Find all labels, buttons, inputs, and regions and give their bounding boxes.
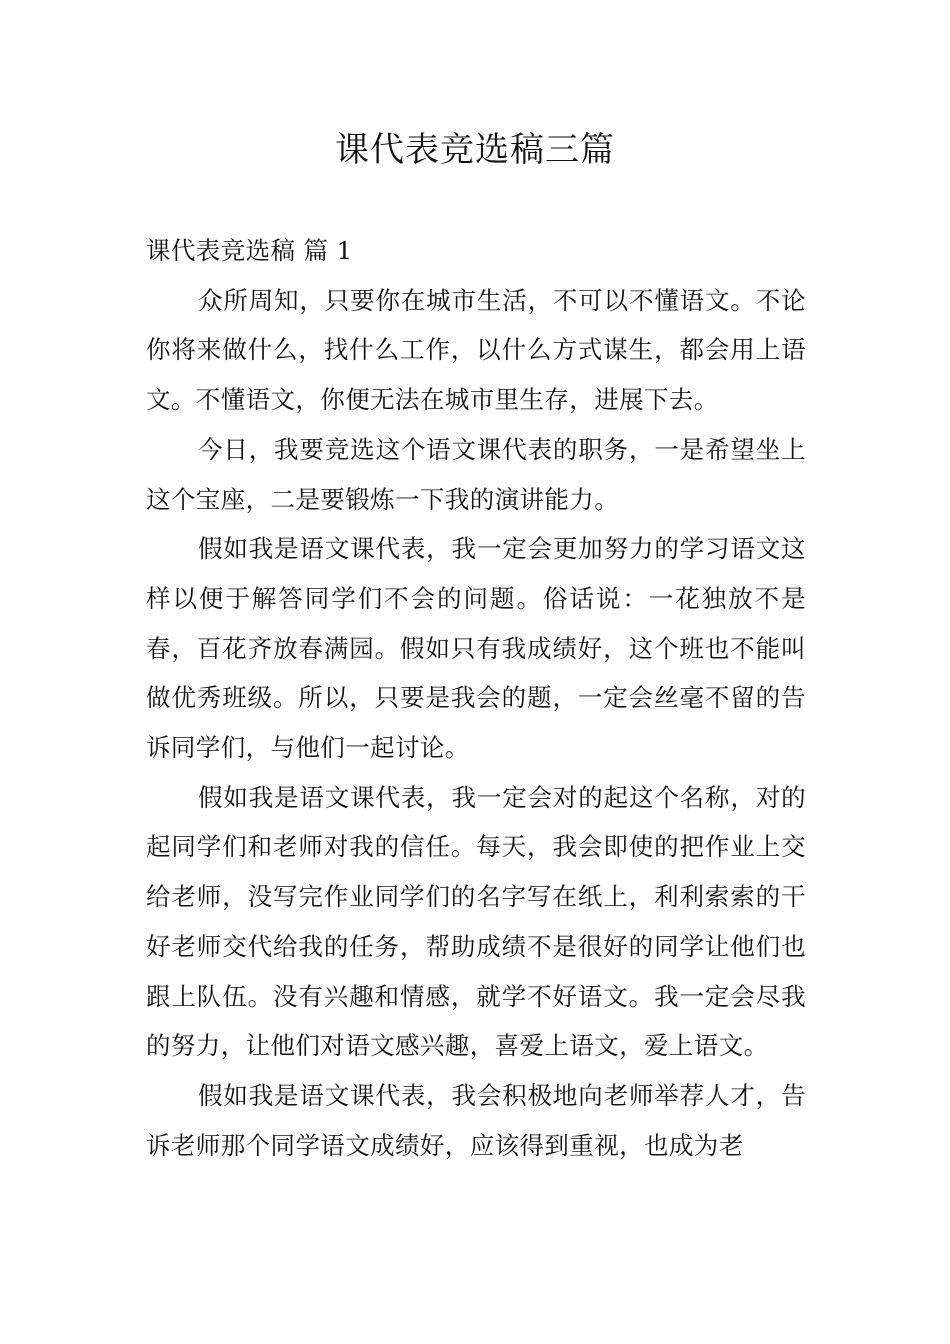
paragraph-4: 假如我是语文课代表，我一定会对的起这个名称，对的起同学们和老师对我的信任。每天，我会即使的把作业上交给老师，没写完作业同学们的名字写在纸上，利利索索的干好老师交代给我的任务，帮助成绩不是很好的同学让他们也跟上队伍。没有兴趣和情感，就学不好语文。我一定会尽我的努力，让他们对语文感兴趣，喜爱上语文，爱上语文。 bbox=[146, 782, 806, 1061]
paragraph-2: 今日，我要竞选这个语文课代表的职务，一是希望坐上这个宝座，二是要锻炼一下我的演讲能力。 bbox=[146, 434, 806, 514]
paragraph-5: 假如我是语文课代表，我会积极地向老师举荐人才，告诉老师那个同学语文成绩好，应该得到重视，也成为老 bbox=[146, 1080, 806, 1160]
section-heading: 课代表竞选稿 篇 1 bbox=[146, 236, 353, 265]
paragraph-1: 众所周知，只要你在城市生活，不可以不懂语文。不论你将来做什么，找什么工作，以什么方式谋生，都会用上语文。不懂语文，你便无法在城市里生存，进展下去。 bbox=[146, 285, 806, 415]
document-title: 课代表竞选稿三篇 bbox=[335, 130, 615, 170]
paragraph-3: 假如我是语文课代表，我一定会更加努力的学习语文这样以便于解答同学们不会的问题。俗话说：一花独放不是春，百花齐放春满园。假如只有我成绩好，这个班也不能叫做优秀班级。所以，只要是我会的题，一定会丝毫不留的告诉同学们，与他们一起讨论。 bbox=[146, 534, 806, 763]
document-body bbox=[146, 226, 806, 1170]
